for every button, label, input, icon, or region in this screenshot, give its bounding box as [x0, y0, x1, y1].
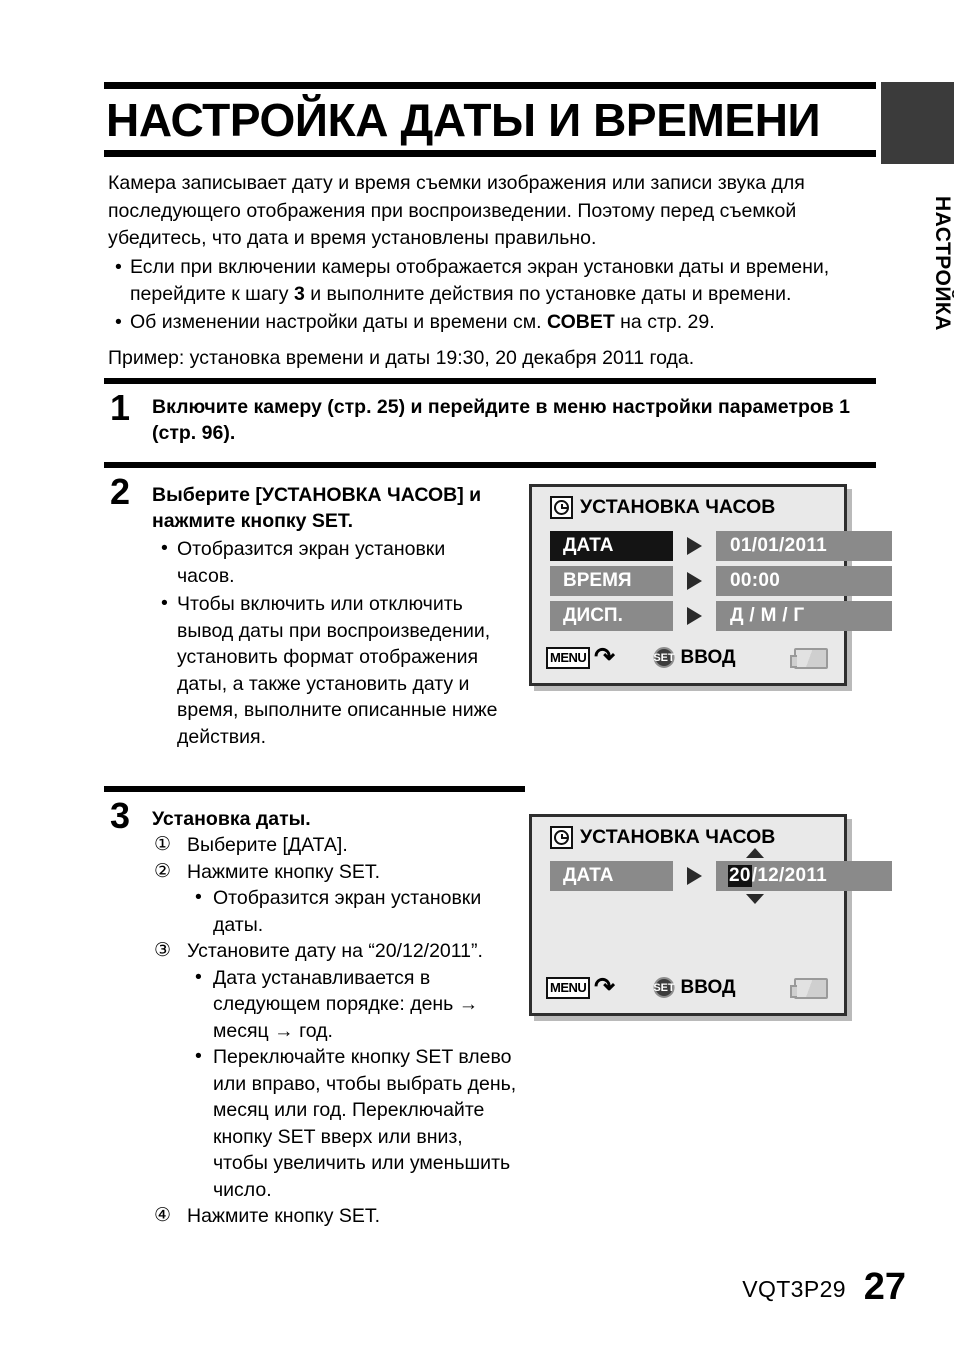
decrement-arrow-icon[interactable] — [746, 894, 764, 904]
step-2-number: 2 — [110, 471, 131, 512]
step-3-item-3-bullet-text: Переключайте кнопку SET влево или вправо, чтобы выбрать день, месяц или год. Переключайте кнопку SET вверх или вниз, чтобы увеличить или уменьшить число. — [213, 1046, 517, 1201]
right-arrow-icon — [687, 867, 702, 885]
date-rest: /12/2011 — [751, 865, 828, 886]
intro-bullet — [108, 254, 870, 309]
row-value-date: 01/01/2011 — [716, 531, 892, 561]
bullet-dot-icon: • — [195, 965, 202, 988]
row-label-display: ДИСП. — [550, 601, 673, 631]
step-1-rule — [104, 378, 876, 384]
step-2-heading: Выберите [УСТАНОВКА ЧАСОВ] и нажмите кнопку SET. — [152, 484, 482, 532]
date-day-highlight: 20 — [729, 865, 751, 886]
step-1-heading: Включите камеру (стр. 25) и перейдите в меню настройки параметров 1 (стр. 96). — [152, 396, 851, 444]
row-label-date: ДАТА — [550, 531, 673, 561]
step-3-item-4 — [152, 1203, 522, 1230]
row-label-time: ВРЕМЯ — [550, 566, 673, 596]
step-3-item-3-text: Установите дату на “20/12/2011”. — [187, 940, 483, 962]
set-enter-group — [654, 647, 736, 668]
bullet-dot-icon: • — [195, 886, 202, 908]
intro-bullet-post: на стр. 29. — [614, 310, 715, 333]
screen-row-date[interactable] — [550, 861, 892, 891]
intro-bullet-list — [108, 254, 870, 337]
document-code: VQT3P29 — [742, 1276, 846, 1302]
intro-bullet-pre: Если при включении камеры отображается экран установки даты и времени, перейдите к шагу — [130, 255, 830, 305]
step-3-item-3 — [152, 938, 522, 1203]
page-title: НАСТРОЙКА ДАТЫ И ВРЕМЕНИ — [106, 94, 821, 146]
title-rule-bottom — [104, 150, 876, 157]
step-3-item-2-bullet — [187, 885, 522, 938]
increment-arrow-icon[interactable] — [746, 848, 764, 858]
row-value-date[interactable] — [716, 861, 892, 891]
screen-header — [550, 826, 775, 849]
screen-row-display[interactable] — [550, 601, 892, 631]
row-value-display: Д / М / Г — [716, 601, 892, 631]
intro-bullet — [108, 309, 870, 337]
screen-footer — [532, 973, 844, 1003]
camera-screen-date-edit — [529, 814, 847, 1016]
set-enter-label: ВВОД — [680, 647, 736, 668]
section-tab-label: НАСТРОЙКА — [931, 195, 954, 331]
step-2-rule — [104, 462, 876, 468]
circled-number-1: ① — [154, 834, 172, 855]
title-rule-top — [104, 82, 876, 89]
step-3-number: 3 — [110, 795, 131, 836]
clock-icon — [550, 826, 573, 849]
clock-icon — [550, 496, 573, 519]
bullet-dot-icon: • — [115, 310, 122, 333]
intro-bullet-bold: СОВЕТ — [546, 310, 615, 333]
step-3-item-3-bullet-text: Дата устанавливается в следующем порядке: день → месяц → год. — [213, 966, 479, 1042]
step-3-item-4-text: Нажмите кнопку SET. — [187, 1205, 381, 1227]
step-2-bullet — [152, 591, 502, 750]
step-3-item-3-bullet — [187, 965, 522, 1045]
step-2-bullet-text: Отобразится экран установки часов. — [177, 538, 446, 587]
intro-example: Пример: установка времени и даты 19:30, 20 декабря 2011 года. — [108, 347, 695, 369]
bullet-dot-icon: • — [161, 537, 168, 559]
set-badge-icon: SET — [654, 647, 675, 668]
menu-button[interactable]: MENU — [546, 647, 590, 669]
step-3-item-3-bullet — [187, 1044, 522, 1203]
right-arrow-icon — [687, 537, 702, 555]
step-3-item-2-text: Нажмите кнопку SET. — [187, 860, 381, 883]
step-1-body — [152, 394, 876, 446]
row-value-time: 00:00 — [716, 566, 892, 596]
page-number: 27 — [863, 1266, 906, 1308]
screen-title: УСТАНОВКА ЧАСОВ — [580, 826, 776, 848]
bullet-dot-icon: • — [161, 592, 168, 614]
circled-number-2: ② — [154, 860, 172, 882]
intro-bullet-post: и выполните действия по установке даты и времени. — [304, 283, 792, 305]
step-3-body — [152, 806, 522, 1230]
right-arrow-icon — [687, 607, 702, 625]
step-1-number: 1 — [110, 387, 131, 428]
step-3-item-2-bullet-text: Отобразится экран установки даты. — [213, 887, 482, 936]
step-3-item-1 — [152, 832, 522, 859]
intro-bullet-pre: Об изменении настройки даты и времени см. — [130, 310, 547, 333]
step-2-body — [152, 482, 502, 750]
right-arrow-icon — [687, 572, 702, 590]
step-3-item-2 — [152, 859, 522, 939]
back-arrow-icon: ↶ — [594, 973, 615, 1001]
screen-header — [550, 496, 775, 519]
battery-icon — [794, 978, 828, 999]
bullet-dot-icon: • — [115, 255, 122, 278]
screen-row-time[interactable] — [550, 566, 892, 596]
section-tab-block — [881, 82, 954, 164]
set-enter-group — [654, 977, 736, 998]
bullet-dot-icon: • — [195, 1045, 202, 1067]
circled-number-3: ③ — [154, 940, 172, 961]
intro-bullet-bold: 3 — [293, 283, 305, 305]
step-3-rule — [104, 786, 525, 792]
step-2-bullet — [152, 536, 502, 589]
back-arrow-icon: ↶ — [594, 643, 615, 671]
screen-footer — [532, 643, 844, 673]
camera-screen-clock-settings — [529, 484, 847, 686]
set-badge-icon: SET — [654, 977, 675, 998]
menu-button[interactable]: MENU — [546, 977, 590, 999]
step-3-item-1-text: Выберите [ДАТА]. — [187, 834, 348, 856]
set-enter-label: ВВОД — [680, 977, 736, 998]
screen-title: УСТАНОВКА ЧАСОВ — [580, 496, 776, 518]
circled-number-4: ④ — [154, 1205, 172, 1226]
row-label-date: ДАТА — [550, 861, 673, 891]
battery-icon — [794, 648, 828, 669]
step-2-bullet-text: Чтобы включить или отключить вывод даты при воспроизведении, установить формат отображения даты, а также установить дату и время, выполните описанные ниже действия. — [177, 593, 498, 748]
step-3-heading: Установка даты. — [152, 808, 311, 830]
intro-paragraph: Камера записывает дату и время съемки изображения или записи звука для последующего отображения при воспроизведении. Поэтому перед съемкой убедитесь, что дата и время установлены правильно. — [108, 172, 805, 249]
intro-block — [108, 170, 870, 373]
screen-row-date[interactable] — [550, 531, 892, 561]
